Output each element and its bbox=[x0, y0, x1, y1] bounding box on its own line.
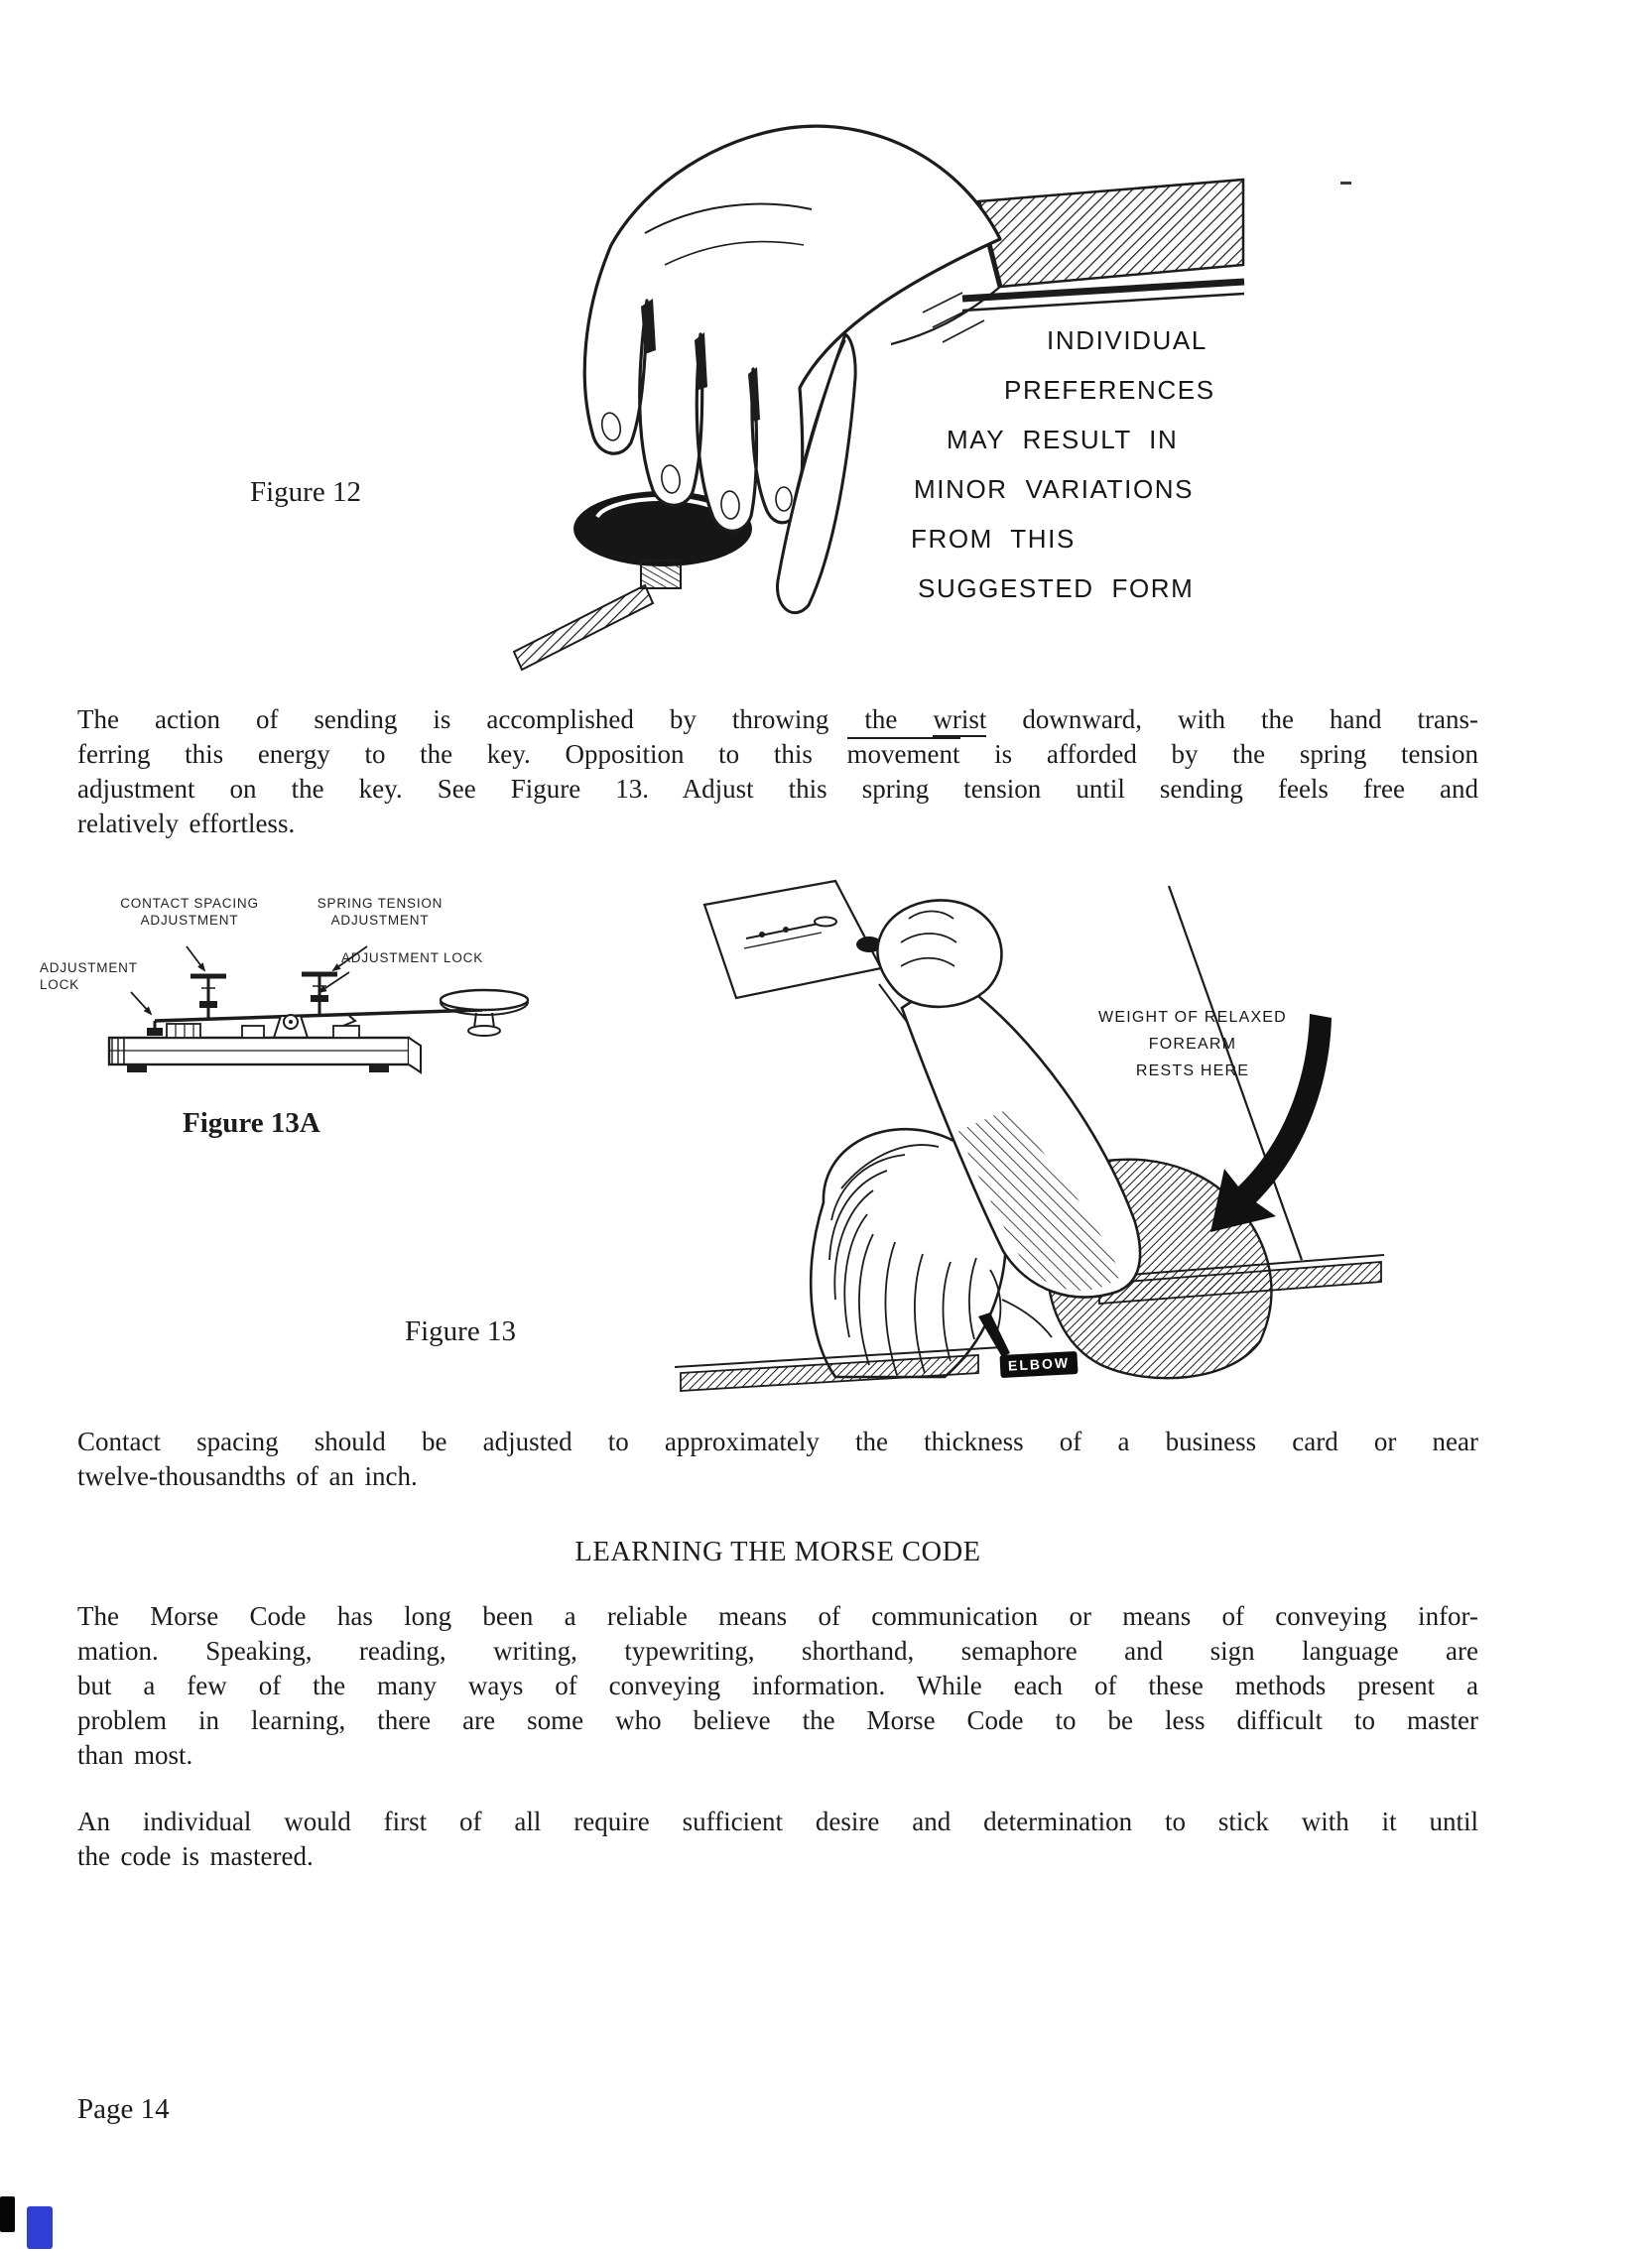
elbow-tag: ELBOW bbox=[999, 1351, 1078, 1378]
paragraph-line: the code is mastered. bbox=[77, 1841, 314, 1871]
label-adjustment-lock-left bbox=[40, 960, 159, 993]
label-spring-tension bbox=[291, 896, 469, 929]
label-line: RESTS HERE bbox=[1135, 1062, 1250, 1079]
label-contact-spacing bbox=[100, 896, 279, 929]
paragraph-line: mation. Speaking, reading, writing, typewriting, shorthand, semaphore and sign language are bbox=[77, 1636, 1478, 1666]
paragraph-individual-desire bbox=[77, 1805, 1478, 1874]
scan-artifact-black bbox=[0, 2196, 15, 2232]
figure13-caption: Figure 13 bbox=[405, 1315, 516, 1347]
figure12-annotation bbox=[898, 315, 1215, 613]
annotation-line: INDIVIDUAL bbox=[1047, 325, 1207, 355]
arm-posture-illustration bbox=[675, 873, 1384, 1394]
overlined-word-movement: movement bbox=[846, 739, 960, 769]
figure13a-caption: Figure 13A bbox=[183, 1107, 320, 1139]
paragraph-line: than most. bbox=[77, 1740, 193, 1770]
annotation-line: MAY RESULT IN bbox=[947, 425, 1179, 454]
label-arrows bbox=[131, 946, 367, 1014]
figure12-caption: Figure 12 bbox=[250, 476, 361, 508]
label-line: FOREARM bbox=[1148, 1036, 1237, 1053]
paragraph-line bbox=[77, 702, 1478, 737]
annotation-line: PREFERENCES bbox=[1004, 375, 1215, 405]
scan-artifact-blue bbox=[27, 2206, 53, 2249]
paragraph-line bbox=[77, 737, 1478, 772]
page-number: Page 14 bbox=[77, 2093, 170, 2125]
annotation-line: SUGGESTED FORM bbox=[918, 573, 1195, 603]
label-adjustment-lock-inline bbox=[341, 950, 483, 967]
adjustment-screws bbox=[191, 974, 337, 1018]
paragraph-line: The Morse Code has long been a reliable means of communication or means of conveying infor- bbox=[77, 1601, 1478, 1631]
elbow-pointer-arrow bbox=[978, 1312, 1010, 1357]
paragraph-morse-code-intro bbox=[77, 1599, 1478, 1773]
annotation-line: FROM THIS bbox=[911, 524, 1076, 554]
label-line: LOCK bbox=[40, 976, 79, 992]
label-line: ADJUSTMENT bbox=[330, 912, 430, 928]
paragraph-line: An individual would first of all require sufficient desire and determination to stick with it until bbox=[77, 1807, 1478, 1836]
label-line: ADJUSTMENT bbox=[140, 912, 239, 928]
underlined-word-wrist: wrist bbox=[933, 704, 986, 737]
paragraph-line: Contact spacing should be adjusted to approximately the thickness of a business card or near bbox=[77, 1427, 1478, 1456]
paragraph-line: adjustment on the key. See Figure 13. Adjust this spring tension until sending feels free and bbox=[77, 774, 1478, 804]
paragraph-line: twelve-thousandths of an inch. bbox=[77, 1461, 418, 1491]
label-line: WEIGHT OF RELAXED bbox=[1098, 1009, 1287, 1026]
label-line: ADJUSTMENT bbox=[40, 960, 138, 975]
paragraph-contact-spacing bbox=[77, 1425, 1478, 1494]
label-line: CONTACT SPACING bbox=[120, 896, 259, 911]
text-run: is afforded by the spring tension bbox=[959, 739, 1478, 769]
text-run: ferring this energy to the key. Opposition to this bbox=[77, 739, 847, 769]
paragraph-sending-action bbox=[77, 702, 1478, 841]
paragraph-line: relatively effortless. bbox=[77, 809, 296, 838]
scan-artifact-dash bbox=[1340, 182, 1351, 185]
label-weight-of-relaxed-forearm bbox=[1081, 1004, 1304, 1084]
label-line: SPRING TENSION bbox=[317, 896, 444, 911]
text-run: The action of sending is accomplished by throwing the bbox=[77, 704, 934, 734]
label-line: ADJUSTMENT LOCK bbox=[341, 950, 484, 965]
annotation-line: MINOR VARIATIONS bbox=[914, 474, 1195, 504]
sleeve-hatched bbox=[962, 180, 1244, 311]
paragraph-line: but a few of the many ways of conveying information. While each of these methods present a bbox=[77, 1671, 1478, 1700]
paragraph-line: problem in learning, there are some who believe the Morse Code to be less difficult to master bbox=[77, 1705, 1478, 1735]
section-heading-learning-morse-code: LEARNING THE MORSE CODE bbox=[574, 1537, 981, 1567]
text-run: downward, with the hand trans- bbox=[986, 704, 1478, 734]
